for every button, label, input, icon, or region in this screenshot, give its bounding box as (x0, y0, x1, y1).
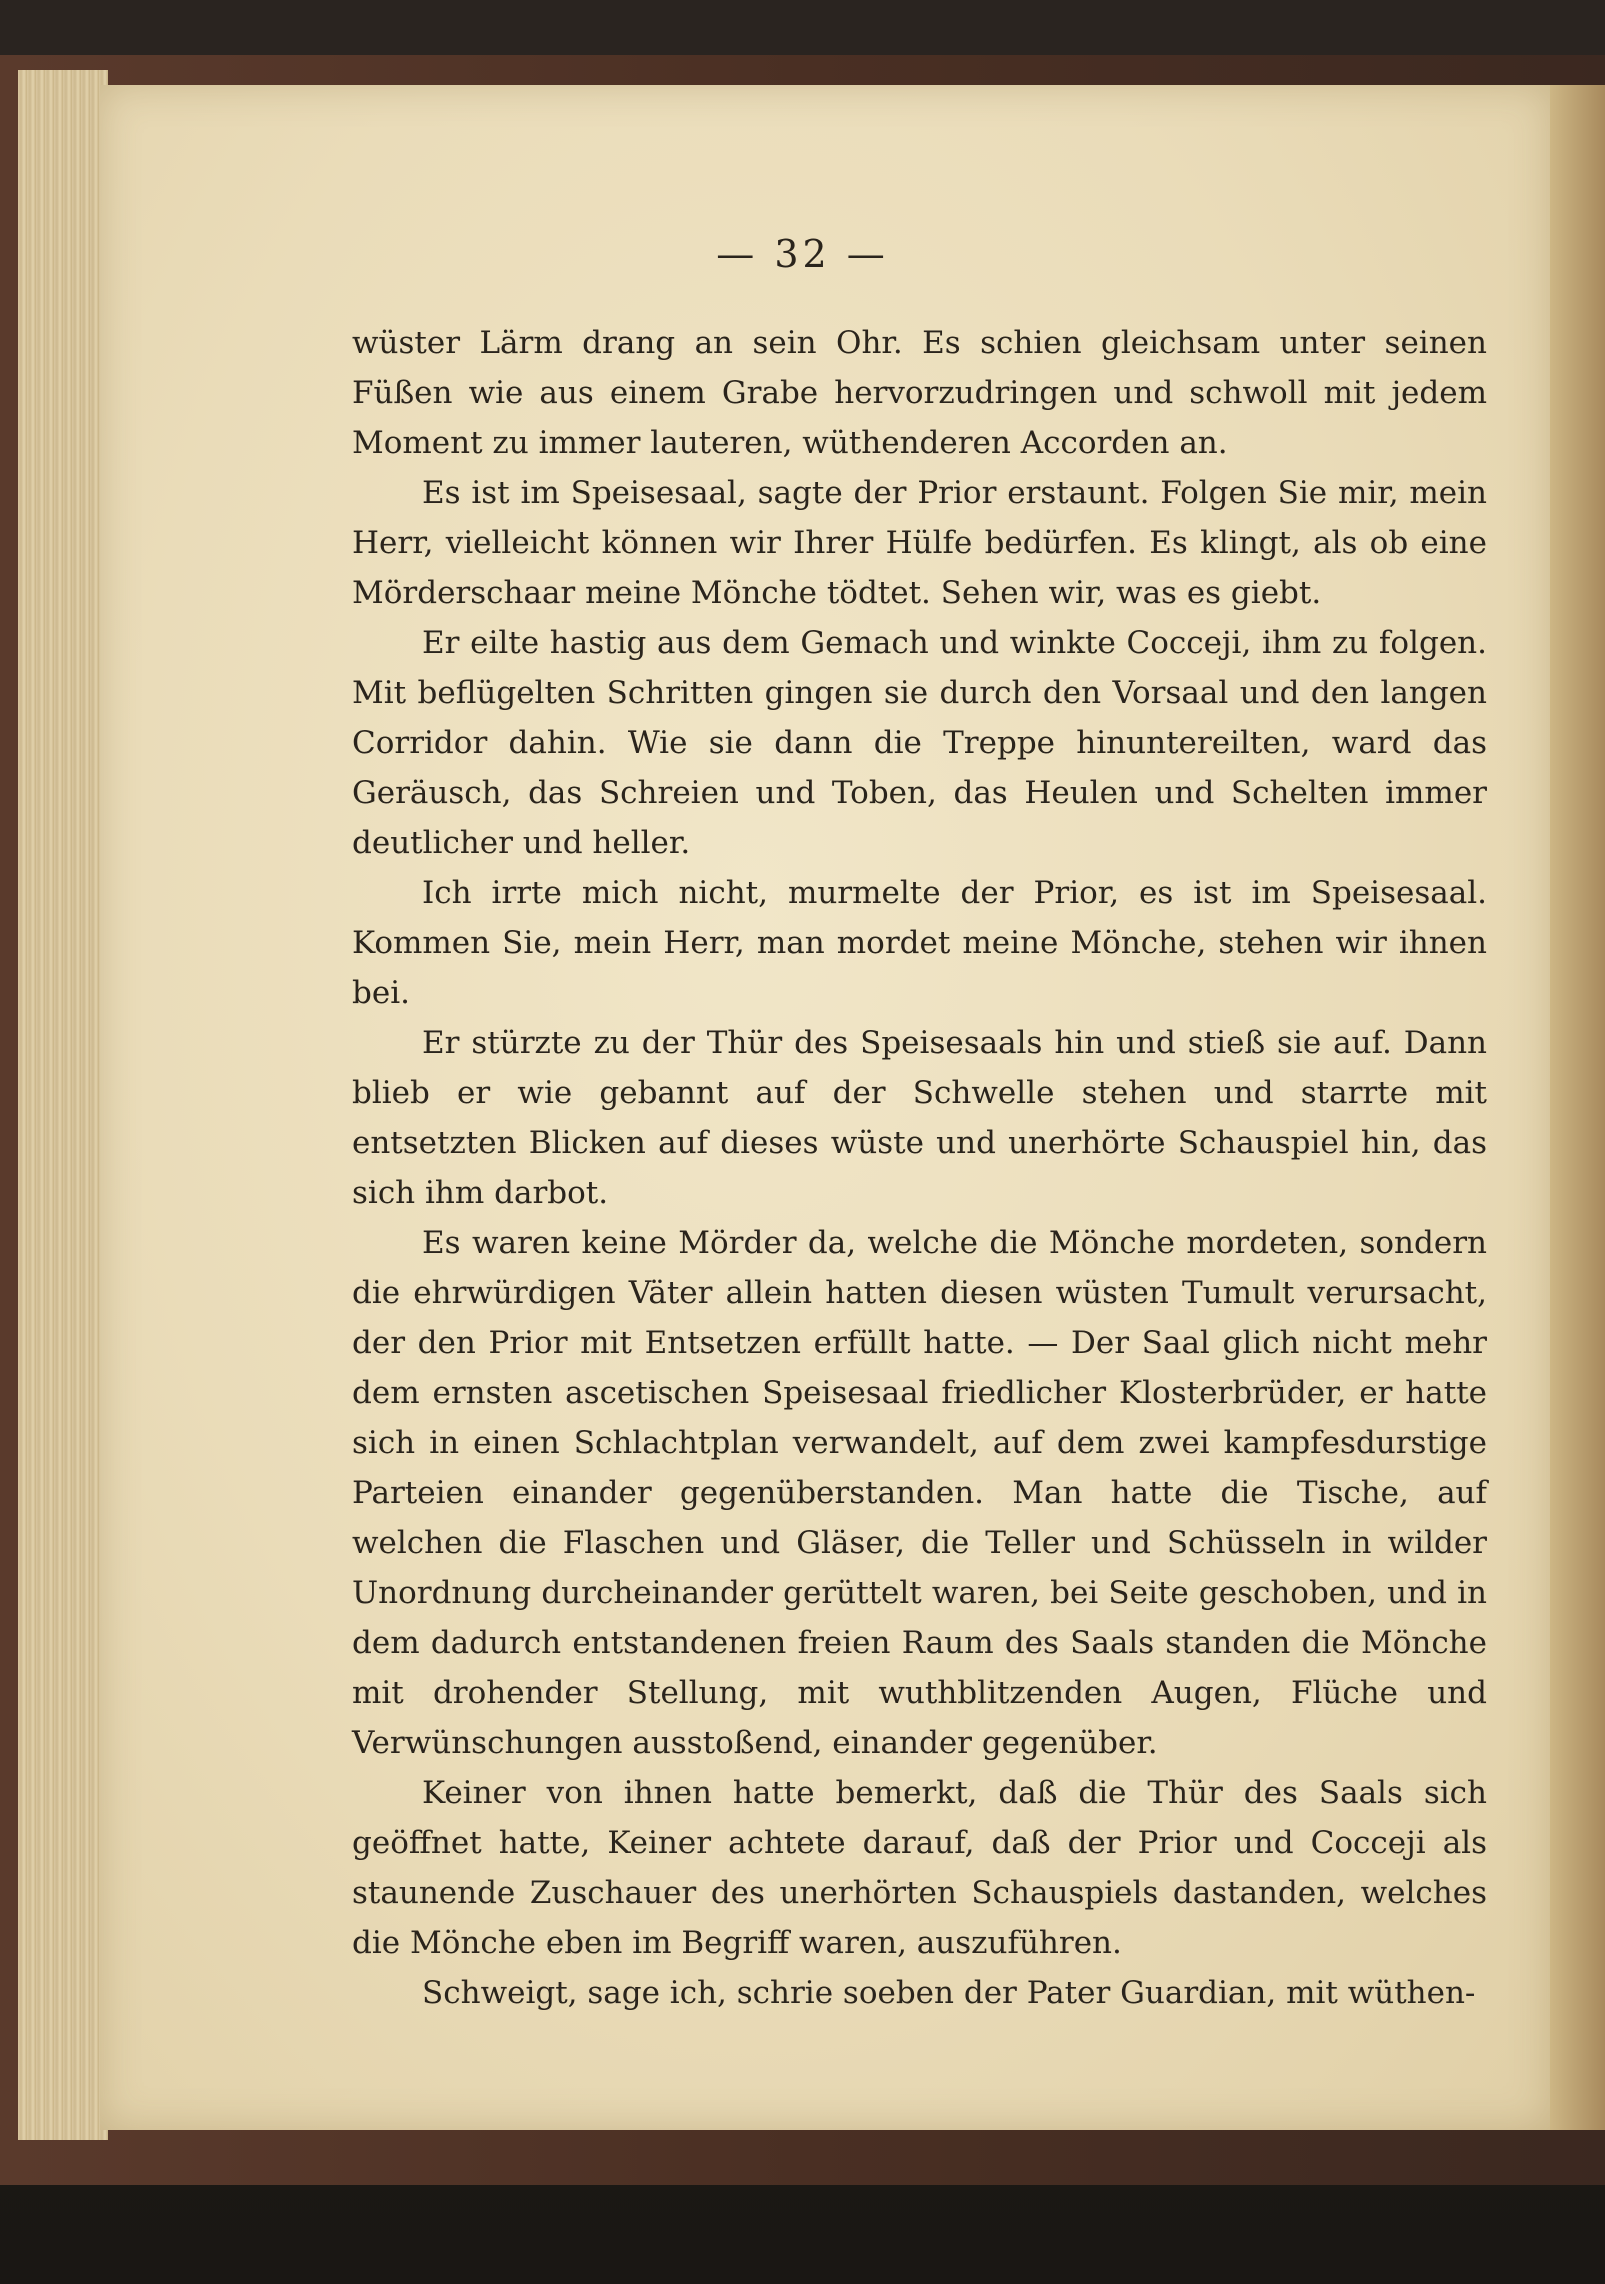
paragraph-4: Ich irrte mich nicht, murmelte der Prior, es ist im Speisesaal. Kommen Sie, mein Herr, man mordet meine Mönche, stehen wir ihnen bei. (352, 875, 1487, 1011)
paragraph-7: Keiner von ihnen hatte bemerkt, daß die Thür des Saals sich geöffnet hatte, Keiner achtete darauf, daß der Prior und Cocceji als staunende Zuschauer des unerhörten Schauspiels dastanden, welches die Mönche eben im Begriff waren, auszuführen. (352, 1775, 1487, 1961)
page-edges (18, 70, 108, 2140)
paragraph-2: Es ist im Speisesaal, sagte der Prior erstaunt. Folgen Sie mir, mein Herr, vielleicht können wir Ihrer Hülfe bedürfen. Es klingt, als ob eine Mörderschaar meine Mönche tödtet. Sehen wir, was es giebt. (352, 475, 1487, 611)
paragraph-3: Er eilte hastig aus dem Gemach und winkte Cocceji, ihm zu folgen. Mit beflügelten Schritten gingen sie durch den Vorsaal und den langen Corridor dahin. Wie sie dann die Treppe hinuntereilten, ward das Geräusch, das Schreien und Toben, das Heulen und Schelten immer deutlicher und heller. (352, 625, 1487, 861)
paragraph-8: Schweigt, sage ich, schrie soeben der Pater Guardian, mit wüthen- (422, 1975, 1476, 2011)
page-gutter (1550, 85, 1605, 2130)
paragraph-1: wüster Lärm drang an sein Ohr. Es schien gleichsam unter seinen Füßen wie aus einem Grabe hervorzudringen und schwoll mit jedem Moment zu immer lauteren, wüthenderen Accorden an. (352, 325, 1487, 461)
page-number: — 32 — (716, 232, 889, 276)
paragraph-6: Es waren keine Mörder da, welche die Mönche mordeten, sondern die ehrwürdigen Väter allein hatten diesen wüsten Tumult verursacht, der den Prior mit Entsetzen erfüllt hatte. — Der Saal glich nicht mehr dem ernsten ascetischen Speisesaal friedlicher Klosterbrüder, er hatte sich in einen Schlachtplan verwandelt, auf dem zwei kampfesdurstige Parteien einander gegenüberstanden. Man hatte die Tische, auf welchen die Flaschen und Gläser, die Teller und Schüsseln in wilder Unordnung durcheinander gerüttelt waren, bei Seite geschoben, und in dem dadurch entstandenen freien Raum des Saals standen die Mönche mit drohender Stellung, mit wuthblitzenden Augen, Flüche und Verwünschungen ausstoßend, einander gegenüber. (352, 1225, 1487, 1761)
paragraph-5: Er stürzte zu der Thür des Speisesaals hin und stieß sie auf. Dann blieb er wie gebannt auf der Schwelle stehen und starrte mit entsetzten Blicken auf dieses wüste und unerhörte Schauspiel hin, das sich ihm darbot. (352, 1025, 1487, 1211)
body-text (352, 318, 1487, 2018)
